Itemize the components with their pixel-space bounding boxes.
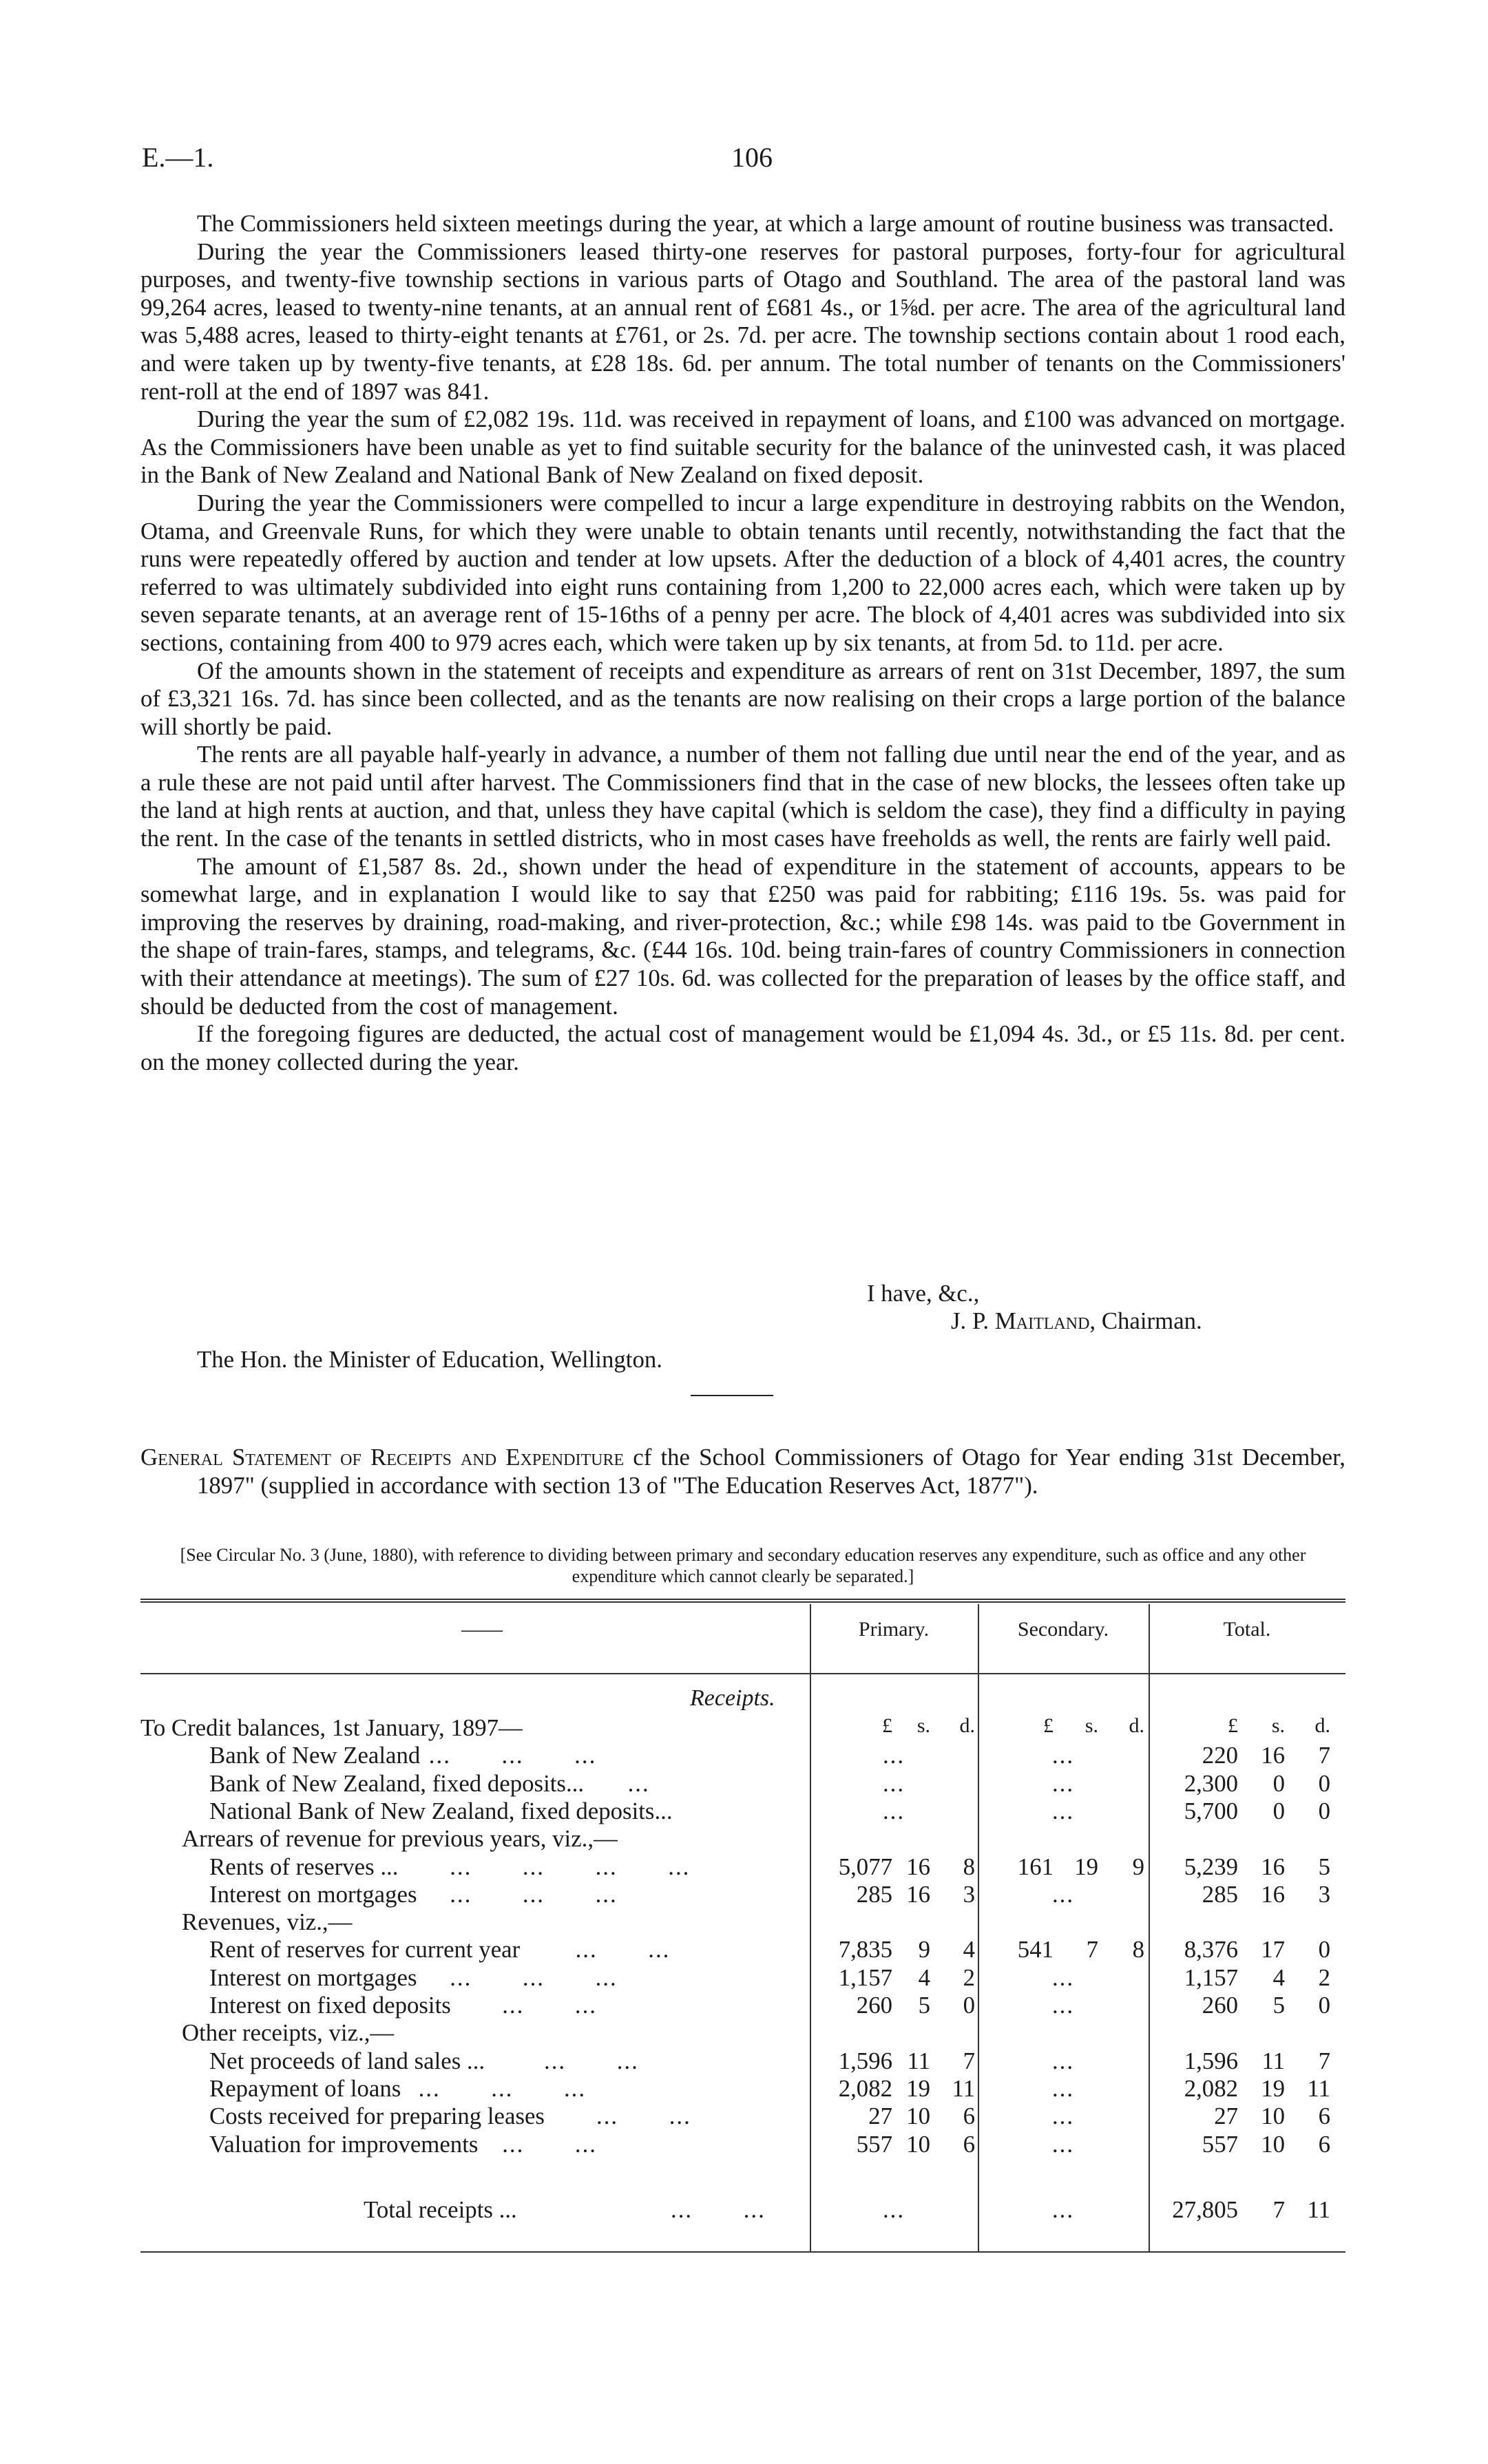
paragraph: The Commissioners held sixteen meetings during the year, at which a large amount of routine business was transacted.	[197, 210, 1334, 237]
paragraph: The amount of £1,587 8s. 2d., shown under the head of expenditure in the statement of accounts, appears to be somewhat large, and in explanation I would like to say that £250 was paid for rabbiting; £116 19s. 5s. was paid for improving the reserves by draining, road-making, and river-protection, &c.; while £98 14s. was paid to tbe Government in the shape of train-fares, stamps, and telegrams, &c. (£44 16s. 10d. being train-fares of country Commissioners in connection with their attendance at meetings). The sum of £27 10s. 6d. was collected for the preparation of leases by the office staff, and should be deducted from the cost of management.	[140, 852, 1345, 1020]
dot-leader: ... ...	[502, 2130, 597, 2158]
t-pounds-cell: 260	[1202, 1992, 1238, 2019]
t-pounds-cell: 5,700	[1184, 1797, 1238, 1824]
p-shillings-cell: 16	[906, 1853, 930, 1880]
dot-leader: ... ... ...	[428, 1742, 597, 1769]
row-label: Net proceeds of land sales ...	[209, 2047, 485, 2074]
table-row	[140, 1908, 1345, 1936]
t-shillings-cell: 16	[1261, 1742, 1285, 1769]
s-empty-cell: ...	[1051, 1992, 1075, 2019]
total-label: Total receipts ...	[364, 2196, 517, 2223]
s-empty-cell: ...	[1051, 2130, 1075, 2158]
p-shillings-cell: 11	[907, 2047, 930, 2074]
p-pence-cell: 7	[963, 2047, 975, 2074]
t-pence-cell: 11	[1307, 2074, 1330, 2102]
signatory	[951, 1307, 1202, 1335]
s-pence-unit: d.	[1129, 1714, 1144, 1737]
t-pounds-cell: 1,596	[1184, 2047, 1238, 2074]
s-empty-cell: ...	[1051, 2047, 1075, 2074]
receipts-section-label: Receipts.	[690, 1685, 775, 1711]
table-row	[140, 1881, 1345, 1908]
t-pounds-cell: 557	[1202, 2130, 1238, 2158]
table-row	[140, 1853, 1345, 1881]
t-pence-cell: 6	[1318, 2103, 1330, 2130]
s-shillings-unit: s.	[1084, 1714, 1098, 1737]
table-row	[140, 1714, 1345, 1742]
p-pounds-cell: 27	[868, 2103, 892, 2130]
t-pence-cell: 2	[1318, 1963, 1330, 1991]
t-shillings-cell: 10	[1261, 2130, 1285, 2158]
t-shillings-cell: 16	[1261, 1880, 1285, 1908]
s-pounds-cell: 161	[1017, 1853, 1054, 1880]
t-pounds-cell: 8,376	[1184, 1936, 1238, 1963]
row-label: Rent of reserves for current year	[209, 1936, 521, 1963]
t-pence-cell: 0	[1318, 1936, 1330, 1963]
t-pence-cell: 3	[1318, 1880, 1330, 1908]
s-empty-cell: ...	[1051, 1963, 1075, 1991]
table-row	[140, 2019, 1345, 2047]
p-pence-cell: 8	[963, 1853, 975, 1880]
row-label: Bank of New Zealand, fixed deposits...	[209, 1769, 585, 1797]
signatory-title: , Chairman.	[1089, 1307, 1202, 1334]
t-shillings-unit: s.	[1271, 1714, 1285, 1737]
t-pence-cell: 6	[1318, 2130, 1330, 2158]
signatory-name: J. P. Maitland	[951, 1307, 1090, 1334]
secondary-column-header: Secondary.	[1017, 1618, 1109, 1641]
statement-heading	[140, 1444, 1345, 1499]
row-label: Other receipts, viz.,—	[182, 2019, 395, 2047]
s-empty-cell: ...	[1051, 2196, 1075, 2223]
section-divider	[691, 1395, 773, 1396]
t-pence-cell: 5	[1318, 1853, 1330, 1880]
table-top-rule-inner	[140, 1601, 1345, 1603]
dot-leader: ... ...	[596, 2103, 691, 2130]
report-reference: E.—1.	[142, 142, 214, 173]
p-pounds-cell: 285	[856, 1880, 892, 1908]
t-pence-cell: 0	[1318, 1769, 1330, 1797]
p-pence-cell: 6	[963, 2103, 975, 2130]
p-pounds-cell: 260	[856, 1992, 892, 2019]
s-shillings-cell: 7	[1086, 1936, 1098, 1963]
dot-leader: ... ...	[671, 2196, 766, 2223]
s-pence-cell: 9	[1132, 1853, 1144, 1880]
s-pounds-unit: £	[1043, 1714, 1054, 1737]
t-pounds-cell: 5,239	[1184, 1853, 1238, 1880]
t-shillings-cell: 11	[1261, 2047, 1285, 2074]
row-label: Valuation for improvements	[209, 2130, 479, 2158]
p-shillings-cell: 16	[906, 1880, 930, 1908]
t-shillings-cell: 0	[1272, 1797, 1285, 1824]
table-row	[140, 2131, 1345, 2158]
row-label: Interest on mortgages	[209, 1963, 417, 1991]
s-shillings-cell: 19	[1074, 1853, 1098, 1880]
paragraph: During the year the Commissioners were compelled to incur a large expenditure in destroying rabbits on the Wendon, Otama, and Greenvale Runs, for which they were unable to obtain tenants until recently, notwithstanding the fact that the runs were repeatedly offered by auction and tender at low upsets. After the deduction of a block of 4,401 acres, the country referred to was ultimately subdivided into eight runs containing from 1,200 to 22,000 acres each, which were taken up by seven separate tenants, at an average rent of 15-16ths of a penny per acre. The block of 4,401 acres was subdivided into six sections, containing from 400 to 979 acres each, which were taken up by six tenants, at from 5d. to 11d. per acre.	[140, 489, 1345, 656]
table-row	[140, 1936, 1345, 1963]
p-pence-cell: 4	[963, 1936, 975, 1963]
t-pence-cell: 0	[1318, 1992, 1330, 2019]
p-pounds-cell: 1,596	[838, 2047, 892, 2074]
dot-leader: ...	[627, 1769, 650, 1797]
p-pounds-cell: 1,157	[838, 1963, 892, 1991]
t-shillings-cell: 19	[1261, 2074, 1285, 2102]
dot-leader: ... ... ...	[418, 2074, 587, 2102]
s-empty-cell: ...	[1051, 1742, 1075, 1769]
s-pence-cell: 8	[1132, 1936, 1144, 1963]
p-pence-cell: 3	[963, 1880, 975, 1908]
t-pounds-unit: £	[1228, 1714, 1238, 1737]
table-row	[140, 1798, 1345, 1825]
paragraph: During the year the sum of £2,082 19s. 11d. was received in repayment of loans, and £100 was advanced on mortgage. As the Commissioners have been unable as yet to find suitable security for the balance of the uninvested cash, it was placed in the Bank of New Zealand and National Bank of New Zealand on fixed deposit.	[140, 406, 1345, 489]
total-column-header: Total.	[1223, 1618, 1271, 1641]
p-shillings-unit: s.	[916, 1714, 930, 1737]
s-pounds-cell: 541	[1017, 1936, 1054, 1963]
dot-leader: ... ...	[544, 2047, 639, 2074]
dot-leader: ... ... ...	[450, 1963, 618, 1991]
s-empty-cell: ...	[1051, 1880, 1075, 1908]
table-row	[140, 2075, 1345, 2103]
dot-leader: ... ... ... ...	[450, 1853, 691, 1880]
page-number: 106	[731, 142, 773, 173]
row-label: Revenues, viz.,—	[182, 1908, 353, 1936]
header-bottom-rule	[140, 1673, 1345, 1674]
statement-note: [See Circular No. 3 (June, 1880), with reference to dividing between primary and secondary education reserves any expenditure, such as office and any other expenditure which cannot clearly be separated.]	[180, 1545, 1306, 1586]
p-pounds-cell: 5,077	[838, 1853, 892, 1880]
s-empty-cell: ...	[1051, 2074, 1075, 2102]
t-pence-cell: 7	[1318, 2047, 1330, 2074]
statement-title: General Statement of Receipts and Expenditure	[140, 1444, 625, 1471]
t-shillings-cell: 0	[1272, 1769, 1285, 1797]
p-pounds-unit: £	[882, 1714, 892, 1737]
paragraph: The rents are all payable half-yearly in advance, a number of them not falling due until near the end of the year, and as a rule these are not paid until after harvest. The Commissioners find that in the case of new blocks, the lessees often take up the land at high rents at auction, and that, unless they have capital (which is seldom the case), they find a difficulty in paying the rent. In the case of the tenants in settled districts, who in most cases have freeholds as well, the rents are fairly well paid.	[140, 741, 1345, 852]
table-bottom-rule	[140, 2251, 1345, 2253]
paragraph: Of the amounts shown in the statement of receipts and expenditure as arrears of rent on 31st December, 1897, the sum of £3,321 16s. 7d. has since been collected, and as the tenants are now realising on their crops a large portion of the balance will shortly be paid.	[140, 657, 1345, 740]
p-empty-cell: ...	[882, 2196, 905, 2223]
p-empty-cell: ...	[882, 1769, 905, 1797]
p-shillings-cell: 19	[906, 2074, 930, 2102]
row-label: Interest on fixed deposits	[209, 1992, 451, 2019]
t-shillings-cell: 7	[1272, 2196, 1285, 2223]
statement-heading-text	[140, 1444, 1345, 1499]
paragraph: If the foregoing figures are deducted, the actual cost of management would be £1,094 4s. 3d., or £5 11s. 8d. per cent. on the money collected during the year.	[140, 1020, 1345, 1075]
row-label: Repayment of loans	[209, 2074, 401, 2102]
p-pence-unit: d.	[959, 1714, 975, 1737]
dot-leader: ... ... ...	[450, 1880, 618, 1908]
p-pence-cell: 0	[963, 1992, 975, 2019]
p-empty-cell: ...	[882, 1797, 905, 1824]
p-pence-cell: 11	[952, 2074, 975, 2102]
dot-leader: ... ...	[502, 1992, 597, 2019]
p-shillings-cell: 4	[918, 1963, 930, 1991]
t-pence-cell: 7	[1318, 1742, 1330, 1769]
t-pounds-cell: 2,082	[1184, 2074, 1238, 2102]
t-shillings-cell: 16	[1261, 1853, 1285, 1880]
t-pounds-cell: 220	[1202, 1742, 1238, 1769]
p-pounds-cell: 557	[856, 2130, 892, 2158]
t-shillings-cell: 4	[1272, 1963, 1285, 1991]
p-pence-cell: 2	[963, 1963, 975, 1991]
s-empty-cell: ...	[1051, 1797, 1075, 1824]
t-pence-cell: 11	[1307, 2196, 1330, 2223]
p-shillings-cell: 10	[906, 2103, 930, 2130]
t-shillings-cell: 5	[1272, 1992, 1285, 2019]
signature-block	[867, 1280, 1202, 1335]
table-row	[140, 1742, 1345, 1769]
p-pounds-cell: 2,082	[838, 2074, 892, 2102]
total-row	[140, 2196, 1345, 2224]
table-row	[140, 2103, 1345, 2130]
label-column-header: ——	[461, 1618, 503, 1641]
table-row	[140, 1770, 1345, 1798]
row-label: Bank of New Zealand	[209, 1742, 421, 1769]
dot-leader: ... ...	[575, 1936, 671, 1963]
t-pounds-cell: 285	[1202, 1880, 1238, 1908]
p-shillings-cell: 9	[918, 1936, 930, 1963]
s-empty-cell: ...	[1051, 2103, 1075, 2130]
t-pounds-cell: 27,805	[1172, 2196, 1238, 2223]
p-pence-cell: 6	[963, 2130, 975, 2158]
t-pounds-cell: 1,157	[1184, 1963, 1238, 1991]
p-pounds-cell: 7,835	[838, 1936, 892, 1963]
table-row	[140, 2047, 1345, 2075]
t-shillings-cell: 17	[1261, 1936, 1285, 1963]
letter-body	[140, 210, 1345, 1076]
s-empty-cell: ...	[1051, 1769, 1075, 1797]
primary-column-header: Primary.	[858, 1618, 930, 1641]
row-label: Rents of reserves ...	[209, 1853, 399, 1880]
row-label: Costs received for preparing leases	[209, 2103, 545, 2130]
table-top-rule	[140, 1599, 1345, 1600]
t-pounds-cell: 27	[1214, 2103, 1238, 2130]
statement-subtitle: cf the School Commissioners of Otago for Year ending 31st December, 1897" (supplied in accordance with section 13 of "The Education Reserves Act, 1877").	[197, 1444, 1345, 1499]
table-row	[140, 1825, 1345, 1853]
row-label: To Credit balances, 1st January, 1897—	[140, 1714, 523, 1741]
table-row	[140, 1992, 1345, 2019]
addressee: The Hon. the Minister of Education, Wellington.	[197, 1346, 662, 1373]
table-row	[140, 1964, 1345, 1992]
paragraph: During the year the Commissioners leased thirty-one reserves for pastoral purposes, forty-four for agricultural purposes, and twenty-five township sections in various parts of Otago and Southland. The area of the pastoral land was 99,264 acres, leased to twenty-nine tenants, at an annual rent of £681 4s., or 1⅝d. per acre. The area of the agricultural land was 5,488 acres, leased to thirty-eight tenants at £761, or 2s. 7d. per acre. The township sections contain about 1 rood each, and were taken up by twenty-five tenants, at £28 18s. 6d. per annum. The total number of tenants on the Commissioners' rent-roll at the end of 1897 was 841.	[140, 238, 1345, 405]
t-pence-unit: d.	[1314, 1714, 1330, 1737]
p-empty-cell: ...	[882, 1742, 905, 1769]
t-pounds-cell: 2,300	[1184, 1769, 1238, 1797]
t-pence-cell: 0	[1318, 1797, 1330, 1824]
closing-line: I have, &c.,	[867, 1280, 980, 1307]
t-shillings-cell: 10	[1261, 2103, 1285, 2130]
row-label: National Bank of New Zealand, fixed deposits...	[209, 1797, 673, 1824]
row-label: Interest on mortgages	[209, 1880, 417, 1908]
p-shillings-cell: 10	[906, 2130, 930, 2158]
row-label: Arrears of revenue for previous years, viz.,—	[182, 1825, 618, 1853]
p-shillings-cell: 5	[918, 1992, 930, 2019]
